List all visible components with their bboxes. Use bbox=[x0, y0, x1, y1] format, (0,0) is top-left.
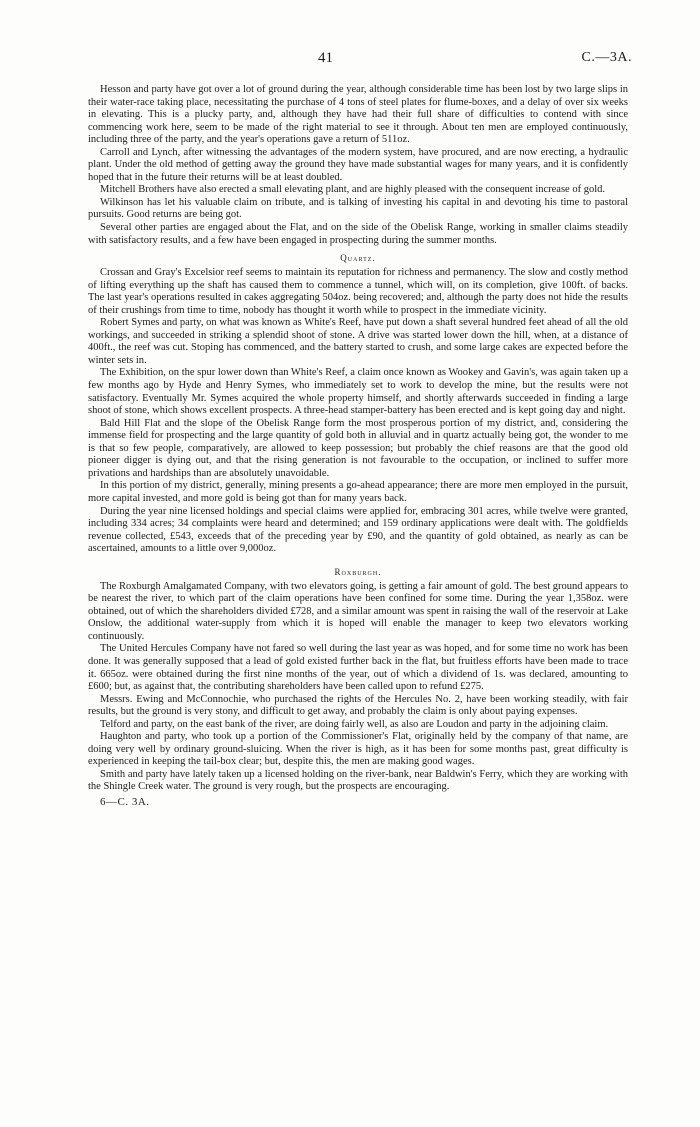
paragraph-united-hercules: The United Hercules Company have not fared so well during the last year as was hoped, and for some time no work has been done. It was generally supposed that a lead of gold existed further back in the flat, but fruitless efforts have been made to trace it. 665oz. were obtained during the first nine months of the year, out of which a dividend of 1s. was declared, amounting to £600; but, as against that, the contributing shareholders have been called upon to refund £275. bbox=[88, 643, 628, 693]
paragraph-statistics: During the year nine licensed holdings and special claims were applied for, embracing 301 acres, while twelve were granted, including 334 acres; 34 complaints were heard and determined; and 159 ordinary applications were dealt with. The goldfields revenue collected, £543, exceeds that of the preceding year by £90, and the quantity of gold obtained, as nearly as can be ascertained, amounts to a little over 9,000oz. bbox=[88, 505, 628, 555]
paragraph-ewing-mcconnochie: Messrs. Ewing and McConnochie, who purchased the rights of the Hercules No. 2, have been working steadily, with fair results, but the ground is very stony, and difficult to get away, and probably the claim is only about paying expenses. bbox=[88, 693, 628, 718]
page-header bbox=[88, 50, 632, 76]
section-quartz bbox=[88, 252, 628, 556]
paragraph-other-parties: Several other parties are engaged about the Flat, and on the side of the Obelisk Range, working in smaller claims steadily with satisfactory results, and a few have been engaged in prospecting during the summer months. bbox=[88, 222, 628, 246]
paragraph-mitchell: Mitchell Brothers have also erected a small elevating plant, and are highly pleased with the consequent increase of gold. bbox=[100, 184, 605, 196]
paragraph-exhibition: The Exhibition, on the spur lower down than White's Reef, a claim once known as Wookey and Gavin's, was again taken up a few months ago by Hyde and Henry Symes, who immediately set to work to develop the mine, but the results were not satisfactory. Eventually Mr. Symes acquired the whole property himself, and shortly afterwards succeeded in finding a large shoot of stone, which shows excellent prospects. A three-head stamper-battery has been erected and is kept going day and night. bbox=[88, 367, 628, 417]
paragraph-telford: Telford and party, on the east bank of the river, are doing fairly well, as also are Loudon and party in the adjoining claim. bbox=[100, 718, 609, 730]
paragraph-hesson: Hesson and party have got over a lot of ground during the year, although considerable time has been lost by two large slips in their water-race taking place, necessitating the purchase of 4 tons of steel plates for flume-boxes, and a delay of over six weeks in elevating. This is a plucky party, and, although they have had their full share of difficulties to contend with since commencing work here, seem to be made of the right material to see it through. About ten men are employed continuously, including three of the party, and the year's operations gave a return of 511oz. bbox=[88, 84, 628, 146]
paragraph-robert-symes: Robert Symes and party, on what was known as White's Reef, have put down a shaft several hundred feet ahead of all the old workings, and succeeded in striking a splendid shoot of stone. A drive was started lower down the hill, when, at a distance of 400ft., the reef was cut. Stoping has commenced, and the battery started to crush, and some large cakes are expected before the winter sets in. bbox=[88, 317, 628, 366]
series-reference: C.—3A. bbox=[581, 50, 632, 65]
section-heading-roxburgh: Roxburgh. bbox=[334, 566, 382, 577]
section-roxburgh bbox=[88, 566, 628, 794]
paragraph-bald-hill-flat: Bald Hill Flat and the slope of the Obelisk Range form the most prosperous portion of my district, and, considering the immense field for prospecting and the large quantity of gold both in alluvial and in quartz actually being got, the wonder to me is that so few people, comparatively, are allowed to keep possession; but probably the chief reasons are that the good old pioneer digger is dying out, and that the rising generation is not favourable to the occupation, or inclined to suffer more privations and hardships than are absolutely unavoidable. bbox=[88, 417, 628, 479]
paragraph-crossan-gray: Crossan and Gray's Excelsior reef seems to maintain its reputation for richness and permanency. The slow and costly method of lifting everything up the shaft has caused them to commence a tunnel, which will, on its completion, give 100ft. of backs. The last year's operations resulted in cakes aggregating 504oz. being recovered; and, although the party does not hide the results of their crushings from time to time, nobody has thought it worth while to prospect in the immediate vicinity. bbox=[88, 267, 628, 316]
section-alluvial bbox=[88, 84, 628, 247]
section-heading-quartz: Quartz. bbox=[340, 253, 376, 264]
body-text bbox=[88, 84, 628, 808]
paragraph-carroll-lynch: Carroll and Lynch, after witnessing the advantages of the modern system, have procured, and are now erecting, a hydraulic plant. Under the old method of getting away the ground they have made substantial wages for many years, and it is confidently hoped that in the future their returns will be at least doubled. bbox=[88, 146, 628, 183]
document-page bbox=[88, 50, 632, 808]
paragraph-roxburgh-amalgamated: The Roxburgh Amalgamated Company, with two elevators going, is getting a fair amount of gold. The best ground appears to be nearest the river, to which part of the claim operations have been confined for some time. During the year 1,358oz. were obtained, out of which the shareholders divided £728, and a similar amount was spent in raising the wall of the reservoir at Lake Onslow, the additional water-supply from which it is hoped will enable the manager to keep two elevators working continuously. bbox=[88, 580, 628, 642]
paragraph-haughton: Haughton and party, who took up a portion of the Commissioner's Flat, originally held by the company of that name, are doing very well by ordinary ground-sluicing. When the river is high, as it has been for some months past, great difficulty is experienced in keeping the tail-box clear; but, despite this, the men are making good wages. bbox=[88, 731, 628, 768]
paragraph-wilkinson: Wilkinson has let his valuable claim on tribute, and is talking of investing his capital in and devoting his time to pastoral pursuits. Good returns are being got. bbox=[88, 196, 628, 221]
paragraph-district-outlook: In this portion of my district, generally, mining presents a go-ahead appearance; there are more men employed in the pursuit, more capital invested, and more gold is being got than for many years back. bbox=[88, 480, 628, 504]
paragraph-smith: Smith and party have lately taken up a licensed holding on the river-bank, near Baldwin's Ferry, which they are working with the Shingle Creek water. The ground is very rough, but the prospects are encouraging. bbox=[88, 768, 628, 793]
page-number: 41 bbox=[318, 50, 333, 66]
signature-reference: 6—C. 3A. bbox=[100, 795, 150, 808]
